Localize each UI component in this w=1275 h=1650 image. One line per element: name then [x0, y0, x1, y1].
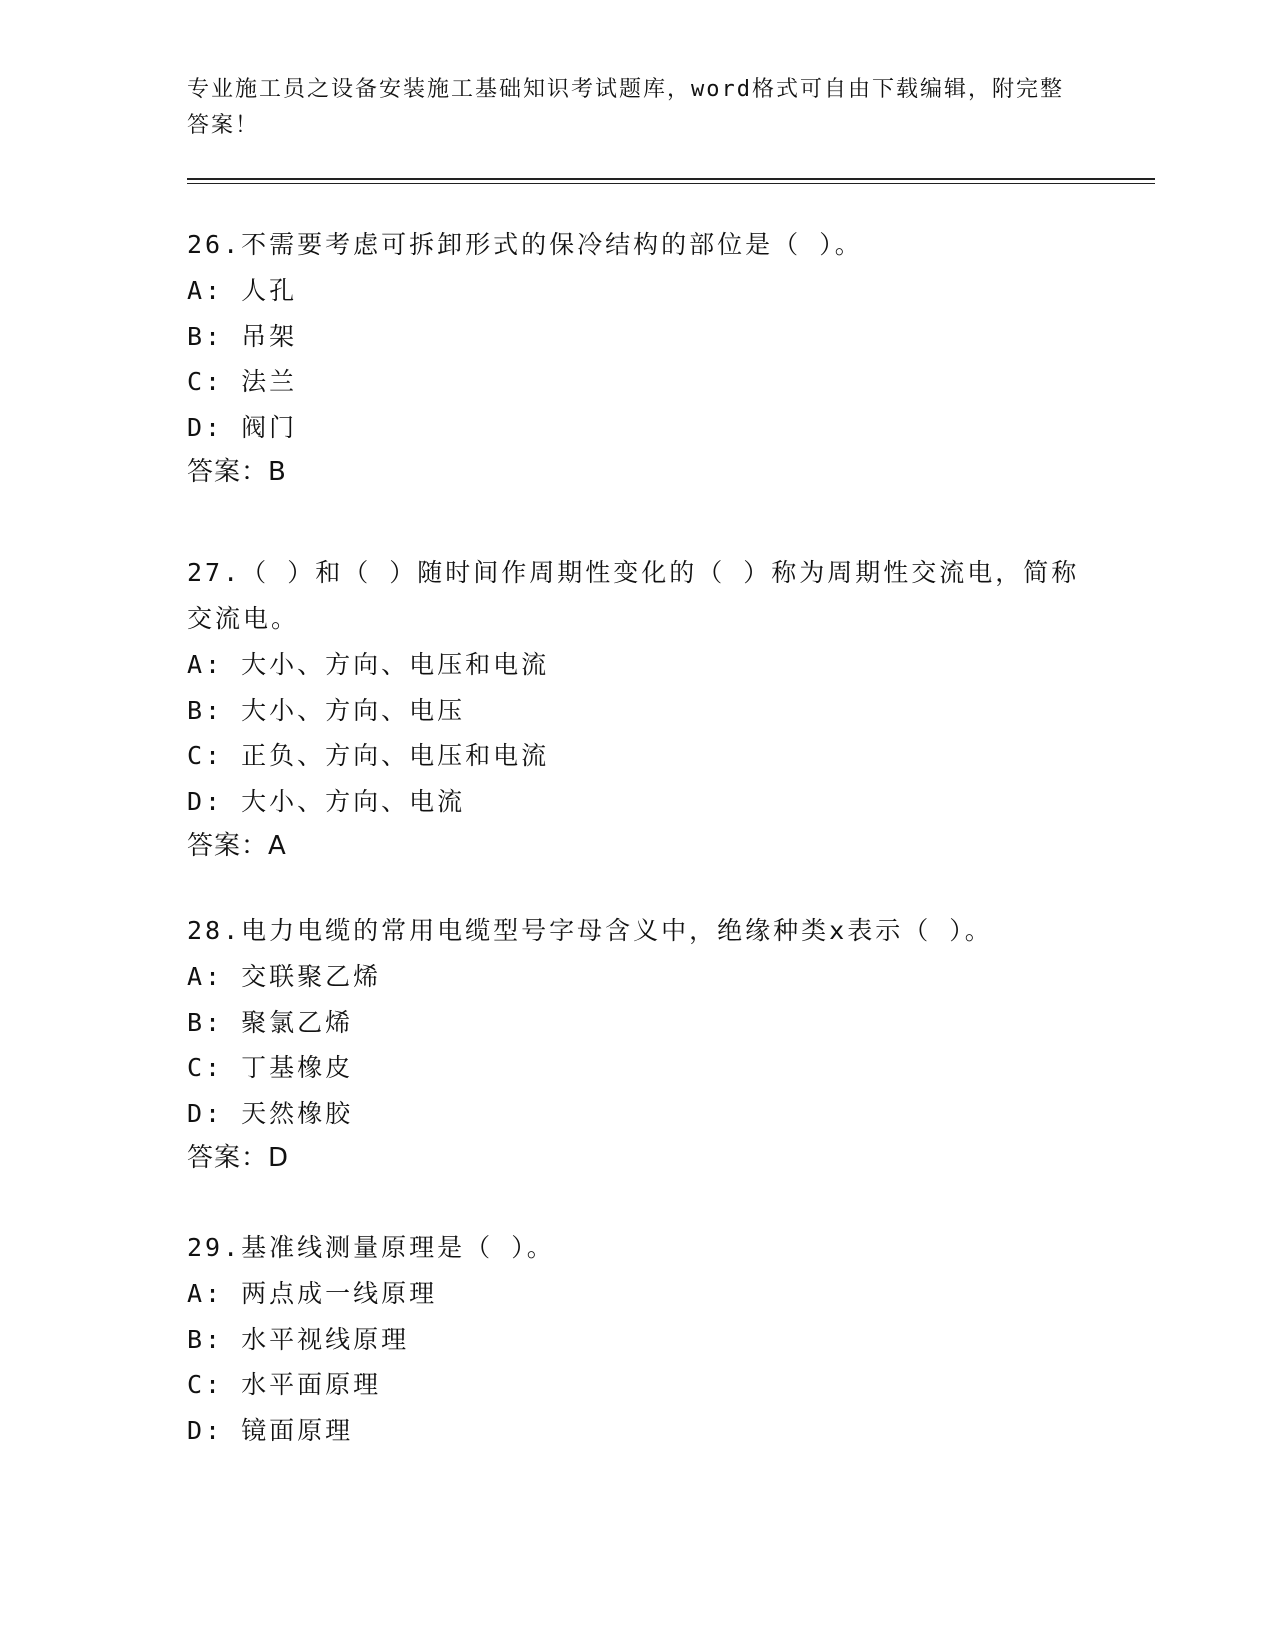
answer-label: 答案：D	[187, 1143, 290, 1173]
option-c: C: 正负、方向、电压和电流	[187, 741, 550, 770]
option-b: B: 水平视线原理	[187, 1324, 410, 1354]
option-b: B: 吊架	[187, 321, 298, 351]
option-b: B: 聚氯乙烯	[187, 1007, 354, 1037]
question-stem: 26.不需要考虑可拆卸形式的保冷结构的部位是（ ）。	[187, 230, 863, 259]
question-stem: 29.基准线测量原理是（ ）。	[187, 1233, 555, 1262]
header-divider-thick	[187, 178, 1155, 180]
question-29	[187, 1225, 1087, 1453]
option-d: D: 阀门	[187, 412, 298, 442]
option-b: B: 大小、方向、电压	[187, 695, 466, 725]
question-27	[187, 550, 1087, 868]
option-c: C: 法兰	[187, 367, 298, 396]
answer-label: 答案：A	[187, 831, 287, 861]
option-a: A: 交联聚乙烯	[187, 962, 382, 991]
option-d: D: 大小、方向、电流	[187, 786, 466, 816]
question-stem: 27.（ ）和（ ）随时间作周期性变化的（ ）称为周期性交流电，简称交流电。	[187, 558, 1080, 633]
option-c: C: 丁基橡皮	[187, 1053, 354, 1082]
question-28	[187, 908, 1087, 1180]
question-stem: 28.电力电缆的常用电缆型号字母含义中，绝缘种类x表示（ ）。	[187, 916, 993, 945]
option-c: C: 水平面原理	[187, 1370, 382, 1399]
option-a: A: 两点成一线原理	[187, 1279, 438, 1308]
option-d: D: 镜面原理	[187, 1415, 354, 1445]
option-a: A: 大小、方向、电压和电流	[187, 650, 550, 679]
answer-label: 答案：B	[187, 457, 287, 487]
option-d: D: 天然橡胶	[187, 1098, 354, 1128]
header-divider-thin	[187, 183, 1155, 184]
document-intro: 专业施工员之设备安装施工基础知识考试题库，word格式可自由下载编辑，附完整答案！	[187, 77, 1064, 138]
question-26	[187, 222, 1087, 494]
option-a: A: 人孔	[187, 276, 298, 305]
